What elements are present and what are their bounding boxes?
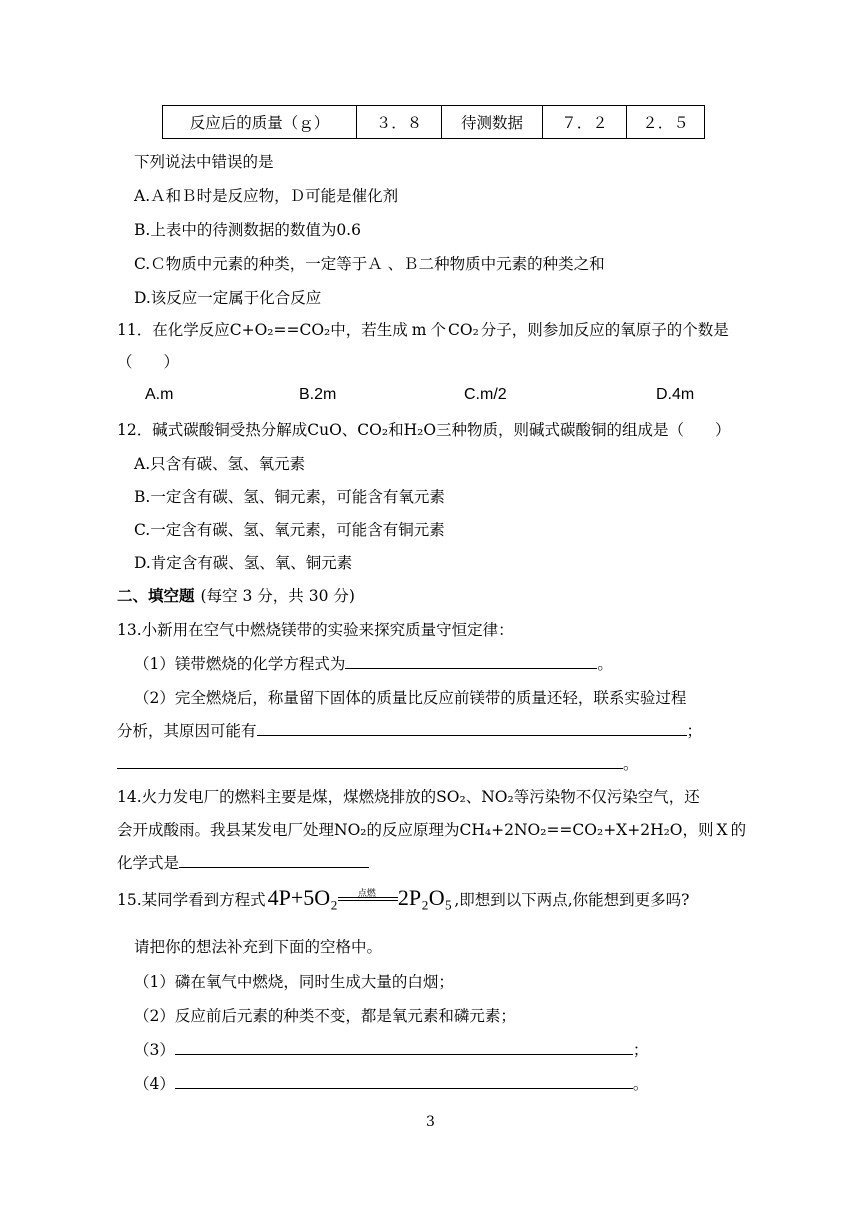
section-title: 二、填空题 xyxy=(117,586,195,605)
q10-option-c: C.Ｃ物质中元素的种类，一定等于Ａ 、Ｂ二种物质中元素的种类之和 xyxy=(134,255,605,273)
table-cell: ７．２ xyxy=(543,106,627,139)
q12-option-d: D.肯定含有碳、氢、氧、铜元素 xyxy=(134,554,353,572)
table-row xyxy=(163,106,705,139)
q12-text: 三种物质，则碱式碳酸铜的组成是（ ） xyxy=(436,421,731,439)
q11-reaction: C+O₂==CO₂ xyxy=(229,321,331,339)
q14-line1 xyxy=(117,785,700,807)
equation-right: 2P₂O₅ xyxy=(397,885,453,910)
punctuation: ； xyxy=(686,722,703,740)
q12-products: CuO、CO₂ xyxy=(307,421,389,439)
q12-water: H₂O xyxy=(403,421,437,439)
answer-blank[interactable] xyxy=(179,851,369,868)
q14-reaction: CH₄+2NO₂==CO₂+X+2H₂O xyxy=(459,821,683,839)
q11-stem xyxy=(117,318,729,340)
q15-text: 15.某同学看到方程式 xyxy=(117,891,266,909)
q12-option-a: A.只含有碳、氢、氧元素 xyxy=(134,455,306,473)
q12-stem xyxy=(117,418,731,440)
q10-stem: 下列说法中错误的是 xyxy=(134,153,274,171)
q11-text: 在化学反应 xyxy=(152,321,230,339)
q11-text: 中，若生成 xyxy=(330,321,408,339)
q12-text: 和 xyxy=(388,421,404,439)
q14-text: 会开成酸雨。我县某发电厂处理 xyxy=(117,821,335,839)
q11-option-c: C.m/2 xyxy=(464,386,507,403)
q14-text: 化学式是 xyxy=(117,854,180,872)
punctuation: ； xyxy=(632,1041,649,1059)
page-number: 3 xyxy=(426,1114,435,1130)
q15-item-3 xyxy=(134,1038,648,1060)
q11-option-d: D.4m xyxy=(656,386,695,403)
q15-item-2: （2）反应前后元素的种类不变，都是氧元素和磷元素； xyxy=(134,1007,516,1025)
answer-blank[interactable] xyxy=(257,719,687,736)
q14-formula: SO₂、NO₂ xyxy=(436,788,514,806)
q14-text: 的 xyxy=(730,821,747,839)
equation-left: 4P+5O₂ xyxy=(267,885,338,910)
q15-item-1: （1）磷在氧气中燃烧，同时生成大量的白烟； xyxy=(134,973,454,991)
q11-option-b: B.2m xyxy=(299,386,337,403)
equation-arrow xyxy=(338,887,398,905)
q14-text: ，则 xyxy=(682,821,714,839)
q15-stem xyxy=(117,885,690,911)
results-table xyxy=(162,105,705,139)
q15-line2: 请把你的想法补充到下面的空格中。 xyxy=(134,938,383,956)
section-2-heading xyxy=(117,584,355,606)
q15-item-label: （3） xyxy=(134,1041,175,1059)
q13-part2-line1: （2）完全燃烧后，称量留下固体的质量比反应前镁带的质量还轻，联系实验过程 xyxy=(134,689,687,707)
q11-m: m xyxy=(411,321,427,339)
q13-part1 xyxy=(134,652,613,674)
q11-text: 分子，则参加反应的氧原子的个数是 xyxy=(480,321,729,339)
q15-text: ,即想到以下两点,你能想到更多吗? xyxy=(454,891,690,909)
q13-part2-line2 xyxy=(117,719,702,741)
answer-blank[interactable] xyxy=(345,652,597,669)
q14-text: 等污染物不仅污染空气，还 xyxy=(513,788,700,806)
q10-option-d: D.该反应一定属于化合反应 xyxy=(134,289,322,307)
q12-text: 12．碱式碳酸铜受热分解成 xyxy=(117,421,308,439)
punctuation: 。 xyxy=(623,755,639,773)
q13-part2-line3 xyxy=(117,752,639,774)
q11-option-a: A.m xyxy=(145,386,174,403)
q11-co2: CO₂ xyxy=(448,321,479,339)
q14-x: X xyxy=(716,821,728,839)
q15-item-4 xyxy=(134,1072,648,1094)
q11-text: 个 xyxy=(430,321,447,339)
q14-formula: NO₂ xyxy=(334,821,367,839)
punctuation: 。 xyxy=(597,655,613,673)
q14-line3 xyxy=(117,851,369,873)
punctuation: 。 xyxy=(632,1075,649,1093)
q13-part1-text: （1）镁带燃烧的化学方程式为 xyxy=(134,655,346,673)
q11-answer-paren: （ ） xyxy=(117,353,180,371)
table-cell: 待测数据 xyxy=(442,106,543,139)
q10-option-a: A.Ａ和Ｂ时是反应物，Ｄ可能是催化剂 xyxy=(134,187,399,205)
q14-text: 14.火力发电厂的燃料主要是煤，煤燃烧排放的 xyxy=(117,788,437,806)
equation-image xyxy=(268,885,453,911)
q10-option-b: B.上表中的待测数据的数值为0.6 xyxy=(134,221,361,239)
answer-blank[interactable] xyxy=(175,1038,633,1055)
q13-part2-text: 分析，其原因可能有 xyxy=(117,722,257,740)
answer-blank[interactable] xyxy=(175,1072,633,1089)
answer-blank[interactable] xyxy=(117,752,623,769)
q14-line2 xyxy=(117,818,746,840)
q12-option-b: B.一定含有碳、氢、铜元素，可能含有氧元素 xyxy=(134,488,445,506)
table-row-label: 反应后的质量（ｇ） xyxy=(163,106,357,139)
section-note: (每空 3 分，共 30 分) xyxy=(200,587,355,605)
equation-condition: 点燃 xyxy=(357,887,376,898)
q15-item-label: （4） xyxy=(134,1075,175,1093)
table-cell: ２．５ xyxy=(627,106,705,139)
q14-text: 的反应原理为 xyxy=(366,821,460,839)
q12-option-c: C.一定含有碳、氢、氧元素，可能含有铜元素 xyxy=(134,521,445,539)
q11-number: 11． xyxy=(117,321,153,339)
table-cell: ３．８ xyxy=(357,106,442,139)
q13-stem: 13.小新用在空气中燃烧镁带的实验来探究质量守恒定律： xyxy=(117,621,514,639)
